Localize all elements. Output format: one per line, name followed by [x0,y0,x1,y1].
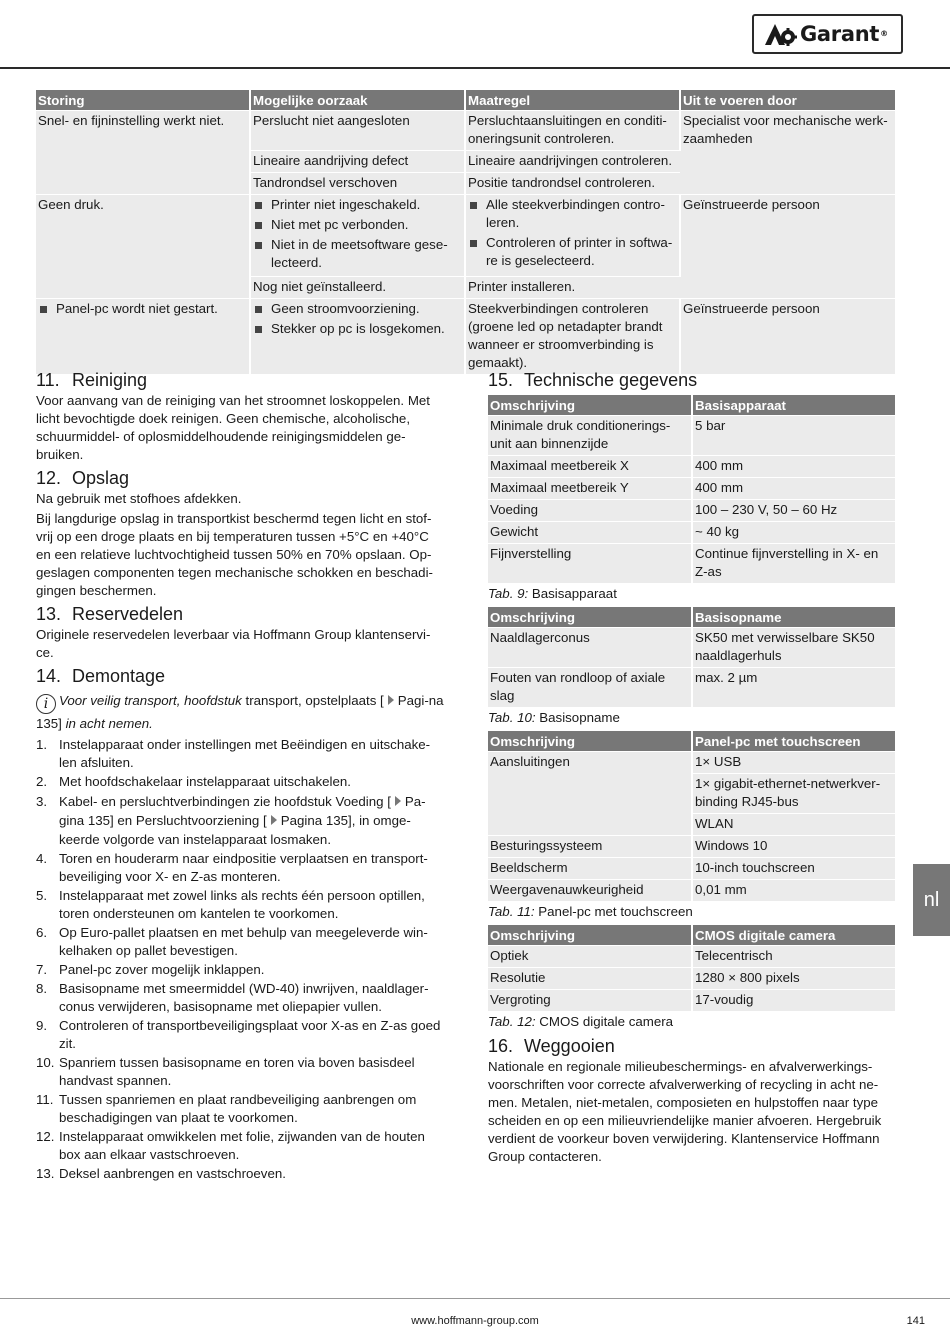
fault-table [36,90,895,374]
cause-cell [250,195,465,277]
table-row [36,195,895,277]
garant-triangle-gear-icon [764,22,798,46]
value-cell: 1× USB [692,752,895,774]
list-item: 5. Instelapparaat met zowel links als rechts één persoon optillen, toren ondersteunen om kantelen te voorkomen. [36,888,425,921]
table-row [488,522,895,544]
spec-table-panel-pc [488,731,895,901]
label-cell: Fijnverstelling [488,544,692,584]
fault-cell [36,299,250,375]
cause-cell: Tandrondsel verschoven [250,173,465,195]
list-item: 3. Kabel- en persluchtverbindingen zie hoofdstuk Voeding [ Pa-gina 135] en Persluchtvoorziening [ Pagina 135], in omge-keerde volgorde van instelapparaat losmaken. [36,794,426,847]
header-cell: Omschrijving [488,607,692,628]
table-caption: Tab. 12: CMOS digitale camera [488,1014,674,1029]
list-item: 10. Spanriem tussen basisopname en toren via boven basisdeel handvast spannen. [36,1055,415,1088]
header-mogelijke-oorzaak: Mogelijke oorzaak [250,90,465,111]
label-cell: Voeding [488,500,692,522]
label-cell: Besturingssysteem [488,836,692,858]
list-item: 2. Met hoofdschakelaar instelapparaat uitschakelen. [36,774,351,789]
list-item: Panel-pc wordt niet gestart. [38,300,247,318]
cause-list [253,196,462,272]
label-cell: Gewicht [488,522,692,544]
table-row [488,628,895,668]
label-cell: Resolutie [488,968,692,990]
measure-cell: Steekverbindingen controleren (groene led op netadapter brandt wanneer er stroomverbinding is gemaakt). [465,299,680,375]
language-tab[interactable]: nl [913,864,950,936]
value-cell: 0,01 mm [692,880,895,902]
table-row [488,544,895,584]
measure-cell: Lineaire aandrijvingen controleren. [465,151,680,173]
header-cell: Basisopname [692,607,895,628]
table-row [488,500,895,522]
table-row [488,990,895,1012]
value-cell: 1× gigabit-ethernet-netwerkver-binding RJ45-bus [692,774,895,814]
fault-table-header [36,90,895,111]
table-caption: Tab. 9: Basisapparaat [488,586,617,601]
table-row [488,752,895,774]
performer-cell: Specialist voor mechanische werk-zaamheden [680,111,895,195]
table-caption: Tab. 11: Panel-pc met touchscreen [488,904,693,919]
section-heading-opslag: 12. Opslag [36,468,130,488]
spec-table-basisopname [488,607,895,707]
fault-cell: Snel- en fijninstelling werkt niet. [36,111,250,195]
list-item: 6. Op Euro-pallet plaatsen en met behulp van meegeleverde win-kelhaken op pallet bevestigen. [36,925,428,958]
label-cell: Fouten van rondloop of axiale slag [488,668,692,708]
label-cell: Optiek [488,946,692,968]
label-cell: Vergroting [488,990,692,1012]
header-cell: Omschrijving [488,925,692,946]
table-row [36,299,895,375]
label-cell: Minimale druk conditionerings-unit aan binnenzijde [488,416,692,456]
list-item: Printer niet ingeschakeld. [253,196,462,214]
list-item: Controleren of printer in softwa-re is geselecteerd. [468,234,677,270]
header-cell: Panel-pc met touchscreen [692,731,895,752]
disassembly-steps [36,736,444,1183]
label-cell: Maximaal meetbereik X [488,456,692,478]
list-item: 1. Instelapparaat onder instellingen met Beëindigen en uitschake-len afsluiten. [36,737,431,770]
list-item: Niet in de meetsoftware gese-lecteerd. [253,236,462,272]
footer-rule [0,1298,950,1299]
paragraph: Voor aanvang van de reiniging van het stroomnet loskoppelen. Met licht bevochtigde doek reinigen. Geen chemische, alcoholische, schuurmiddel- of oplosmiddelhoudende reinigingsmiddelen ge-bruiken. [36,393,430,462]
section-heading-reiniging: 11. Reiniging [36,370,148,390]
header-rule [0,67,950,69]
table-row [488,478,895,500]
fault-cell: Geen druk. [36,195,250,299]
value-cell: 400 mm [692,456,895,478]
info-note: i Voor veilig transport, hoofdstuk transport, opstelplaats [ Pagi-na 135] in acht nemen. [36,693,444,731]
table-row [488,416,895,456]
page-ref-arrow-icon [388,695,394,705]
value-cell: Windows 10 [692,836,895,858]
section-heading-reservedelen: 13. Reservedelen [36,604,184,624]
label-cell: Beeldscherm [488,858,692,880]
measure-cell: Positie tandrondsel controleren. [465,173,680,195]
section-heading-demontage: 14. Demontage [36,666,166,686]
spec-table-header [488,395,895,416]
spec-table-header [488,925,895,946]
value-cell: 5 bar [692,416,895,456]
info-icon: i [36,694,56,714]
value-cell: max. 2 µm [692,668,895,708]
label-cell: Aansluitingen [488,752,692,836]
table-caption: Tab. 10: Basisopname [488,710,620,725]
table-row [488,456,895,478]
fault-list [38,300,247,318]
cause-cell: Perslucht niet aangesloten [250,111,465,151]
list-item: 12. Instelapparaat omwikkelen met folie, zijwanden van de houten box aan elkaar vastschroeven. [36,1129,425,1162]
list-item: Stekker op pc is losgekomen. [253,320,462,338]
spec-table-camera [488,925,895,1011]
measure-cell: Printer installeren. [465,277,680,299]
section-heading-weggooien: 16. Weggooien [488,1036,615,1056]
value-cell: 100 – 230 V, 50 – 60 Hz [692,500,895,522]
spec-table-header [488,607,895,628]
list-item: 9. Controleren of transportbeveiligingsplaat voor X-as en Z-as goed zit. [36,1018,441,1051]
footer-url[interactable]: www.hoffmann-group.com [411,1315,539,1327]
spec-table-header [488,731,895,752]
measure-cell: Persluchtaansluitingen en conditi-oneringsunit controleren. [465,111,680,151]
performer-cell: Geïnstrueerde persoon [680,195,895,299]
list-item: 8. Basisopname met smeermiddel (WD-40) inwrijven, naaldlager-conus verwijderen, basisopname met oliepapier vullen. [36,981,429,1014]
header-cell: Omschrijving [488,731,692,752]
cause-cell: Lineaire aandrijving defect [250,151,465,173]
page-number: 141 [906,1315,925,1327]
header-cell: Omschrijving [488,395,692,416]
page-ref-arrow-icon [271,815,277,825]
value-cell: Continue fijnverstelling in X- en Z-as [692,544,895,584]
garant-logo [752,14,903,54]
value-cell: 1280 × 800 pixels [692,968,895,990]
list-item: 7. Panel-pc zover mogelijk inklappen. [36,962,265,977]
value-cell: SK50 met verwisselbare SK50 naaldlagerhuls [692,628,895,668]
header-storing: Storing [36,90,250,111]
list-item: 4. Toren en houderarm naar eindpositie verplaatsen en transport-beveiliging voor X- en Z-as monteren. [36,851,428,884]
label-cell: Maximaal meetbereik Y [488,478,692,500]
paragraph: Bij langdurige opslag in transportkist beschermd tegen licht en stof-vrij op een droge plaats en bij temperaturen tussen +5°C en +40°C en een relatieve luchtvochtigheid tussen 50% en 70% opslaan. Op-geslagen componenten tegen mechanische schokken en beschadi-gingen beschermen. [36,511,433,598]
header-cell: Basisapparaat [692,395,895,416]
list-item: 13. Deksel aanbrengen en vastschroeven. [36,1166,286,1181]
spec-table-basisapparaat [488,395,895,583]
performer-cell: Geïnstrueerde persoon [680,299,895,375]
section-heading-technische-gegevens: 15. Technische gegevens [488,370,698,390]
value-cell: ~ 40 kg [692,522,895,544]
header-cell: CMOS digitale camera [692,925,895,946]
table-row [488,858,895,880]
table-row [488,946,895,968]
list-item: Niet met pc verbonden. [253,216,462,234]
label-cell: Naaldlagerconus [488,628,692,668]
measure-cell [465,195,680,277]
measure-list [468,196,677,270]
table-row [488,968,895,990]
table-row [488,836,895,858]
value-cell: 400 mm [692,478,895,500]
list-item: Geen stroomvoorziening. [253,300,462,318]
right-column [488,369,895,1168]
paragraph: Nationale en regionale milieubeschermings- en afvalverwerkings-voorschriften voor correcte afvalverwerking of recycling in acht ne-men. Metalen, niet-metalen, composieten en hulpstoffen naar type scheiden en op een milieuvriendelijke manier afvoeren. Hergebruik verdient de voorkeur boven verwijdering. Klantenservice Hoffmann Group contacteren. [488,1059,882,1164]
paragraph: Na gebruik met stofhoes afdekken. [36,491,242,506]
table-row [36,111,895,151]
value-cell: WLAN [692,814,895,836]
cause-cell [250,299,465,375]
list-item: Alle steekverbindingen contro-leren. [468,196,677,232]
table-row [488,880,895,902]
table-row [488,668,895,708]
value-cell: 10-inch touchscreen [692,858,895,880]
left-column [36,369,444,1184]
page-ref-arrow-icon [395,796,401,806]
header-maatregel: Maatregel [465,90,680,111]
brand-name: Garant® [800,22,888,46]
label-cell: Weergavenauwkeurigheid [488,880,692,902]
list-item: 11. Tussen spanriemen en plaat randbeveiliging aanbrengen om beschadigingen van plaat te voorkomen. [36,1092,417,1125]
value-cell: Telecentrisch [692,946,895,968]
header-uitvoeren-door: Uit te voeren door [680,90,895,111]
cause-list [253,300,462,338]
value-cell: 17-voudig [692,990,895,1012]
paragraph: Originele reservedelen leverbaar via Hoffmann Group klantenservi-ce. [36,627,431,660]
cause-cell: Nog niet geïnstalleerd. [250,277,465,299]
